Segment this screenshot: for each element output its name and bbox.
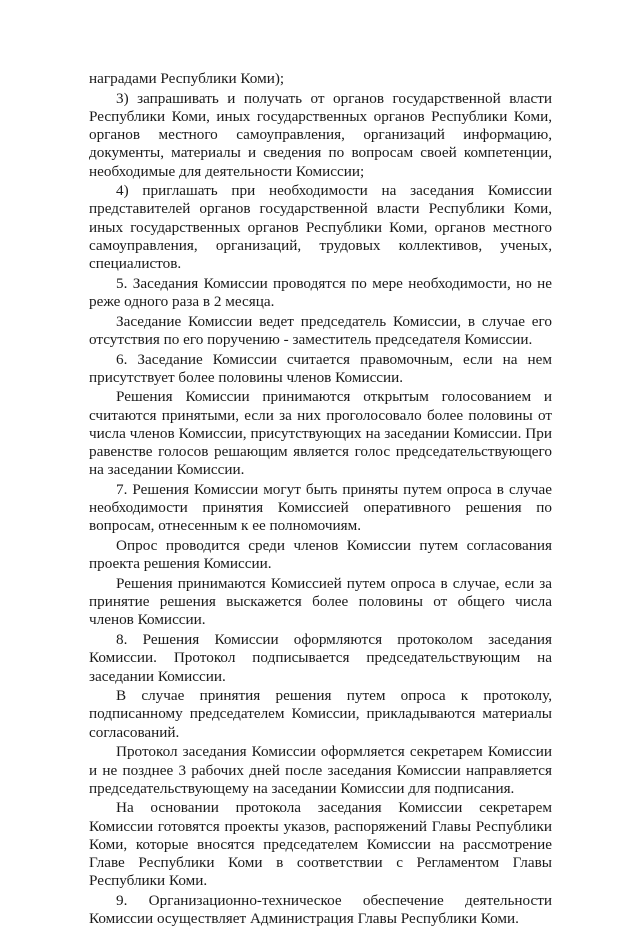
paragraph-item-3: 3) запрашивать и получать от органов государственной власти Республики Коми, иных государственных органов Республики Коми, органов местного самоуправления, организаций информацию, документы, материалы и сведения по вопросам своей компетенции, необходимые для деятельности Комиссии; — [89, 89, 552, 180]
paragraph-section-6: 6. Заседание Комиссии считается правомочным, если на нем присутствует более половины членов Комиссии. — [89, 350, 552, 386]
paragraph-section-5: 5. Заседания Комиссии проводятся по мере необходимости, но не реже одного раза в 2 месяца. — [89, 274, 552, 310]
paragraph-section-9: 9. Организационно-техническое обеспечение деятельности Комиссии осуществляет Администрация Главы Республики Коми. — [89, 891, 552, 928]
paragraph-chairman: Заседание Комиссии ведет председатель Комиссии, в случае его отсутствия по его поручению - заместитель председателя Комиссии. — [89, 312, 552, 348]
paragraph-poll-decision: Решения принимаются Комиссией путем опроса в случае, если за принятие решения выскажется более половины от общего числа членов Комиссии. — [89, 574, 552, 629]
paragraph-poll-protocol: В случае принятия решения путем опроса к протоколу, подписанному председателем Комиссии, прикладываются материалы согласований. — [89, 687, 552, 741]
paragraph-poll: Опрос проводится среди членов Комиссии путем согласования проекта решения Комиссии. — [89, 537, 552, 573]
paragraph-section-7: 7. Решения Комиссии могут быть приняты путем опроса в случае необходимости принятия Комиссией оперативного решения по вопросам, отнесенным к ее полномочиям. — [89, 480, 552, 535]
paragraph-voting: Решения Комиссии принимаются открытым голосованием и считаются принятыми, если за них проголосовало более половины от числа членов Комиссии, присутствующих на заседании Комиссии. При равенстве голосов решающим является голос председательствующего на заседании Комиссии. — [89, 388, 552, 479]
paragraph-decrees: На основании протокола заседания Комиссии секретарем Комиссии готовятся проекты указов, распоряжений Главы Республики Коми, которые вносятся председателем Комиссии на рассмотрение Главе Республики Коми в соответствии с Регламентом Главы Республики Коми. — [89, 799, 552, 890]
paragraph-section-8: 8. Решения Комиссии оформляются протоколом заседания Комиссии. Протокол подписывается председательствующим на заседании Комиссии. — [89, 631, 552, 685]
paragraph-item-4: 4) приглашать при необходимости на заседания Комиссии представителей органов государственной власти Республики Коми, иных государственных органов Республики Коми, органов местного самоуправления, организаций, трудовых коллективов, ученых, специалистов. — [89, 182, 552, 273]
paragraph-protocol-secretary: Протокол заседания Комиссии оформляется секретарем Комиссии и не позднее 3 рабочих дней после заседания Комиссии направляется председательствующему на заседании Комиссии для подписания. — [89, 743, 552, 797]
document-body — [89, 70, 552, 930]
paragraph-continuation: наградами Республики Коми); — [89, 70, 285, 87]
